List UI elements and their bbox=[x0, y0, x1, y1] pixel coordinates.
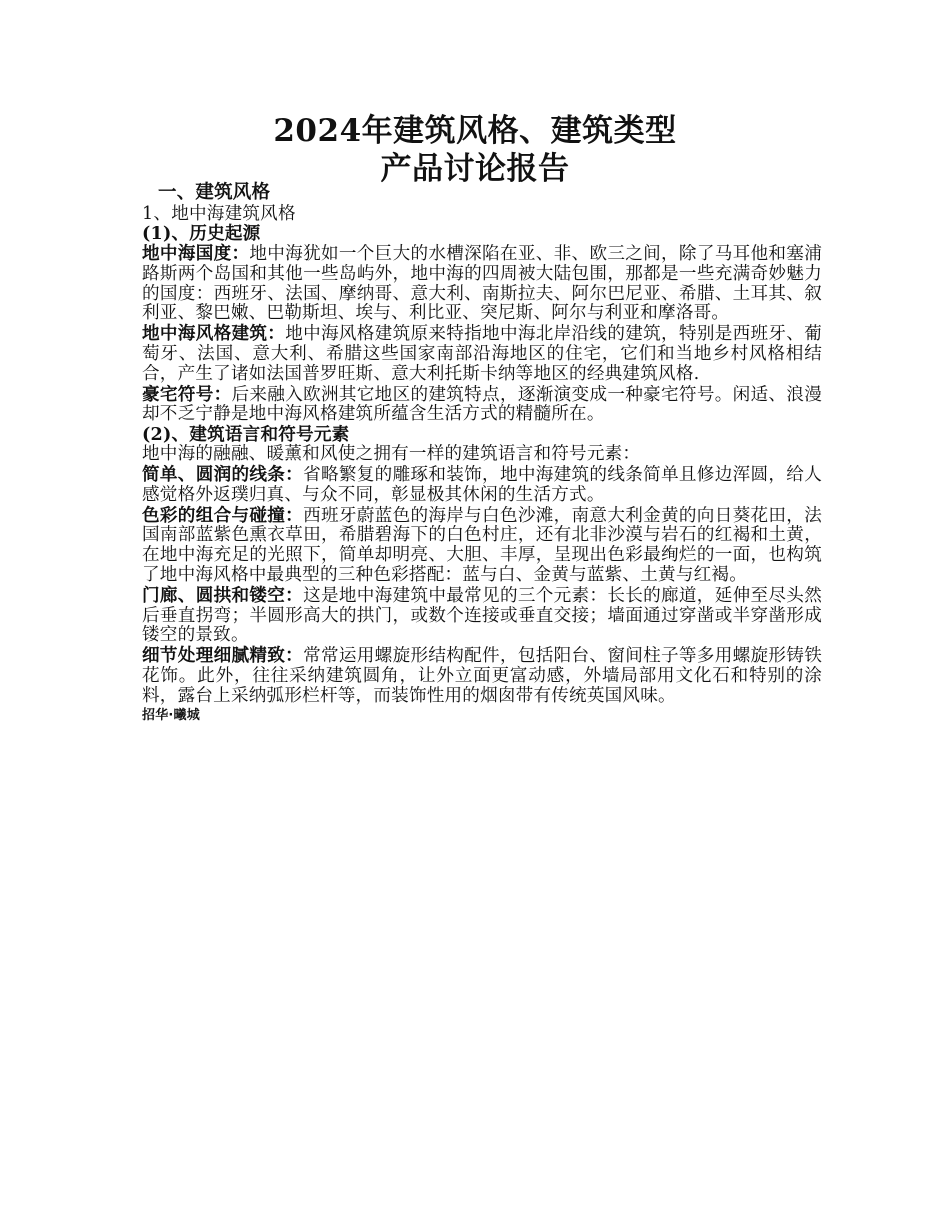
paragraph-porch-arch bbox=[142, 586, 822, 646]
subsection-heading: 1、地中海建筑风格 bbox=[142, 204, 296, 224]
paragraph-term: 豪宅符号： bbox=[142, 383, 232, 405]
paragraph-color-combination bbox=[142, 506, 822, 586]
paragraph-mansion-symbol bbox=[142, 385, 822, 426]
document-title-line-2: 产品讨论报告 bbox=[380, 151, 570, 187]
paragraph-term: 地中海风格建筑： bbox=[142, 323, 286, 345]
paragraph-term: 色彩的组合与碰撞： bbox=[142, 504, 304, 526]
title-block bbox=[0, 112, 950, 188]
document-body bbox=[142, 182, 822, 725]
paragraph-mediterranean-architecture bbox=[142, 324, 822, 384]
section-heading: 一、建筑风格 bbox=[158, 182, 271, 203]
paragraph-term: 简单、圆润的线条： bbox=[142, 463, 304, 485]
part-heading-history: (1)、历史起源 bbox=[142, 223, 261, 244]
paragraph-term: 细节处理细腻精致： bbox=[142, 645, 304, 667]
footer-brand: 招华·曦城 bbox=[142, 707, 200, 723]
paragraph-text: 省略繁复的雕琢和装饰，地中海建筑的线条简单且修边浑圆，给人感觉格外返璞归真、与众不同，彰显极其休闲的生活方式。 bbox=[142, 464, 822, 505]
paragraph-detail-treatment bbox=[142, 646, 822, 706]
paragraph-simple-lines bbox=[142, 465, 822, 506]
document-title-line-1: 2024年建筑风格、建筑类型 bbox=[273, 113, 677, 149]
paragraph-term: 门廊、圆拱和镂空： bbox=[142, 584, 304, 606]
paragraph-term: 地中海国度： bbox=[142, 243, 250, 264]
part-heading-language-symbols: (2)、建筑语言和符号元素 bbox=[142, 424, 350, 446]
paragraph-text: 常常运用螺旋形结构配件，包括阳台、窗间柱子等多用螺旋形铸铁花饰。此外，往往采纳建筑圆角，让外立面更富动感，外墙局部用文化石和特别的涂料，露台上采纳弧形栏杆等，而装饰性用的烟囱带有传统英国风味。 bbox=[142, 646, 822, 706]
paragraph-text: 地中海风格建筑原来特指地中海北岸沿线的建筑，特别是西班牙、葡萄牙、法国、意大利、希腊这些国家南部沿海地区的住宅，它们和当地乡村风格相结合，产生了诸如法国普罗旺斯、意大利托斯卡纳等地区的经典建筑风格. bbox=[142, 324, 822, 384]
paragraph-text: 后来融入欧洲其它地区的建筑特点，逐渐演变成一种豪宅符号。闲适、浪漫却不乏宁静是地中海风格建筑所蕴含生活方式的精髓所在。 bbox=[142, 384, 822, 425]
paragraph-intro: 地中海的融融、暖薰和风使之拥有一样的建筑语言和符号元素： bbox=[142, 444, 641, 465]
paragraph-text: 地中海犹如一个巨大的水槽深陷在亚、非、欧三之间，除了马耳他和塞浦路斯两个岛国和其他一些岛屿外，地中海的四周被大陆包围，那都是一些充满奇妙魅力的国度：西班牙、法国、摩纳哥、意大利、南斯拉夫、阿尔巴尼亚、希腊、土耳其、叙利亚、黎巴嫩、巴勒斯坦、埃与、利比亚、突尼斯、阿尔与利亚和摩洛哥。 bbox=[142, 244, 823, 324]
paragraph-text: 西班牙蔚蓝色的海岸与白色沙滩，南意大利金黄的向日葵花田，法国南部蓝紫色熏衣草田，希腊碧海下的白色村庄，还有北非沙漠与岩石的红褐和土黄，在地中海充足的光照下，简单却明亮、大胆、丰厚，呈现出色彩最绚烂的一面，也构筑了地中海风格中最典型的三种色彩搭配：蓝与白、金黄与蓝紫、土黄与红褐。 bbox=[142, 505, 822, 585]
paragraph-mediterranean-countries bbox=[142, 244, 822, 324]
paragraph-text: 这是地中海建筑中最常见的三个元素：长长的廊道，延伸至尽头然后垂直拐弯；半圆形高大的拱门，或数个连接或垂直交接；墙面通过穿凿或半穿凿形成镂空的景致。 bbox=[142, 585, 822, 646]
